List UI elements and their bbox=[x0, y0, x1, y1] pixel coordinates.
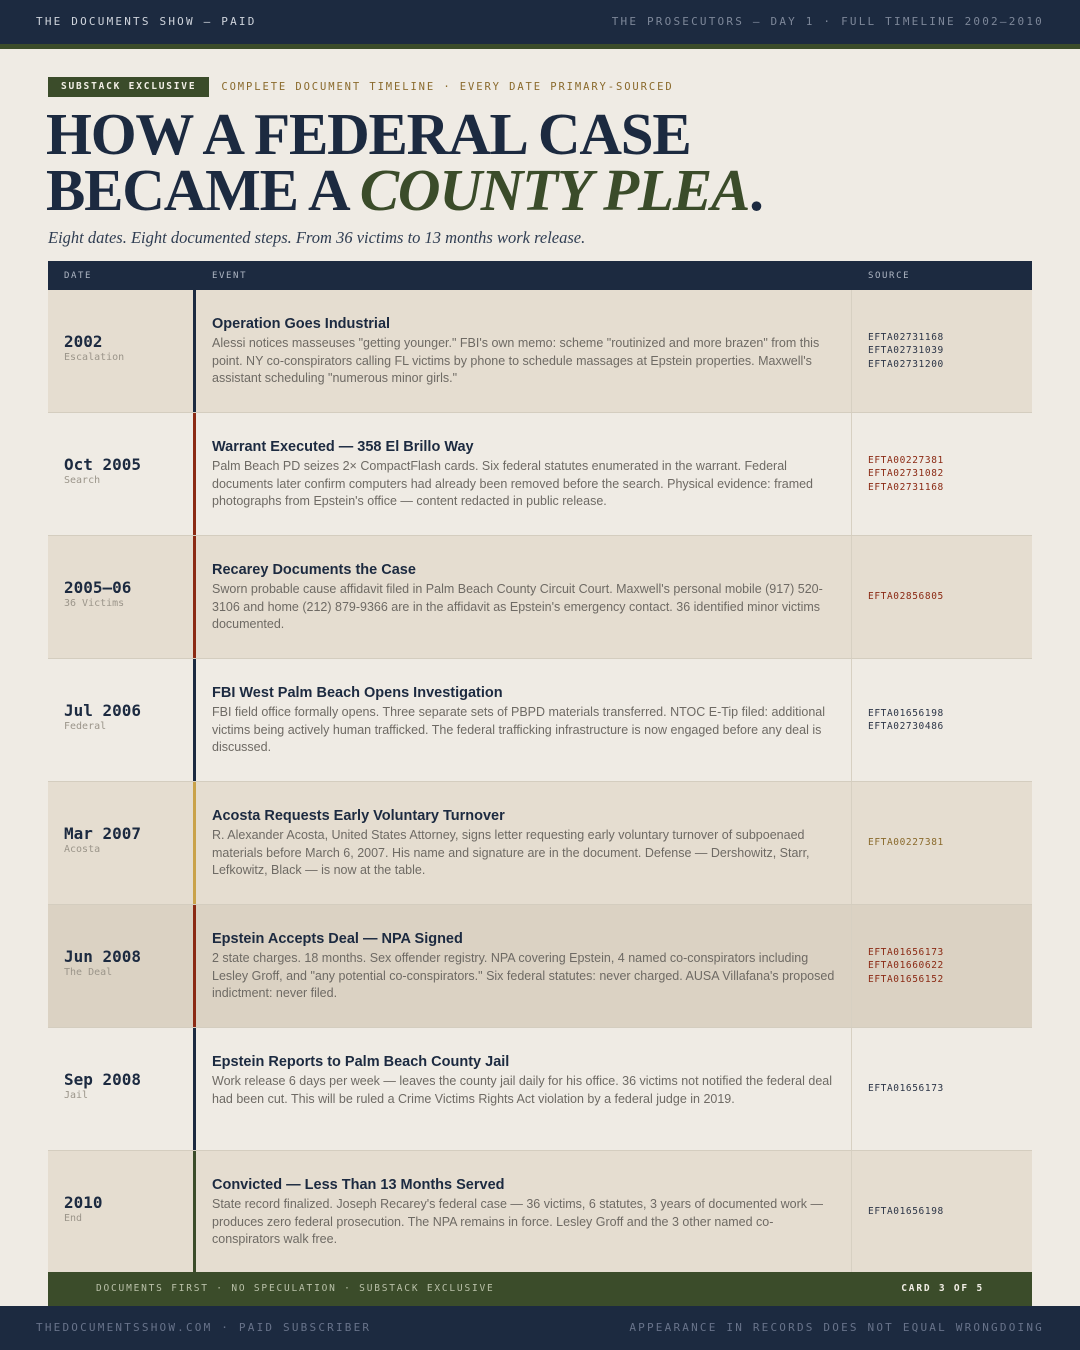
date-cell bbox=[64, 1028, 192, 1150]
date-value: Jul 2006 bbox=[64, 701, 142, 720]
source-cell bbox=[868, 413, 944, 535]
source-id: EFTA01656198 bbox=[868, 707, 944, 719]
column-divider bbox=[851, 536, 852, 658]
date-cell bbox=[64, 659, 192, 781]
accent-bar bbox=[193, 413, 196, 535]
column-header-source: SOURCE bbox=[868, 271, 911, 281]
date-cell bbox=[64, 290, 192, 412]
event-cell bbox=[212, 562, 836, 634]
source-cell bbox=[868, 1028, 944, 1150]
table-row bbox=[48, 1151, 1032, 1273]
subtitle: Eight dates. Eight documented steps. From 36 victims to 13 months work release. bbox=[48, 228, 586, 247]
source-id: EFTA01656173 bbox=[868, 1083, 944, 1095]
event-description: Alessi notices masseuses "getting younger." FBI's own memo: scheme "routinized and more brazen" from this point. NY co-conspirators calling FL victims by phone to schedule massages at Epstein properties. Maxwell's assistant scheduling "numerous minor girls." bbox=[212, 336, 820, 385]
source-id: EFTA02731039 bbox=[868, 345, 944, 357]
event-description: Sworn probable cause affidavit filed in Palm Beach County Circuit Court. Maxwell's personal mobile (917) 520-3106 and home (212) 879-9366 are in the affidavit as Epstein's emergency contact. 36 identified minor victims documented. bbox=[212, 582, 823, 631]
event-title: Acosta Requests Early Voluntary Turnover bbox=[212, 808, 505, 824]
date-value: Mar 2007 bbox=[64, 824, 142, 843]
date-value: Jun 2008 bbox=[64, 947, 142, 966]
source-id: EFTA01656198 bbox=[868, 1206, 944, 1218]
event-description: Palm Beach PD seizes 2× CompactFlash cards. Six federal statutes enumerated in the warrant. Federal documents later confirm computers had already been removed before the search. Physical evidence: framed photographs from Epstein's office — content redacted in public release. bbox=[212, 459, 814, 508]
accent-bar bbox=[193, 782, 196, 904]
date-value: Sep 2008 bbox=[64, 1070, 142, 1089]
source-cell bbox=[868, 905, 944, 1027]
table-row bbox=[48, 290, 1032, 413]
column-divider bbox=[851, 659, 852, 781]
column-divider bbox=[851, 1151, 852, 1273]
date-cell bbox=[64, 1151, 192, 1273]
accent-bar bbox=[193, 536, 196, 658]
table-footer bbox=[48, 1272, 1032, 1306]
show-name: THE DOCUMENTS SHOW — PAID bbox=[36, 15, 257, 28]
accent-bar bbox=[193, 905, 196, 1027]
date-phase: Acosta bbox=[64, 844, 101, 855]
column-divider bbox=[851, 1028, 852, 1150]
table-row bbox=[48, 1028, 1032, 1151]
headline-line-2-prefix: BECAME A bbox=[46, 157, 360, 223]
card-counter: CARD 3 OF 5 bbox=[901, 1283, 984, 1294]
table-row bbox=[48, 659, 1032, 782]
event-title: Epstein Reports to Palm Beach County Jail bbox=[212, 1054, 510, 1070]
episode-label: THE PROSECUTORS — DAY 1 · FULL TIMELINE 2002–2010 bbox=[611, 15, 1044, 28]
column-divider bbox=[851, 413, 852, 535]
table-row bbox=[48, 905, 1032, 1028]
date-phase: End bbox=[64, 1213, 83, 1224]
event-title: FBI West Palm Beach Opens Investigation bbox=[212, 685, 503, 701]
bottom-bar bbox=[0, 1306, 1080, 1350]
event-cell bbox=[212, 931, 836, 1003]
exclusive-badge: SUBSTACK EXCLUSIVE bbox=[48, 77, 209, 97]
event-description: Work release 6 days per week — leaves the county jail daily for his office. 36 victims not notified the federal deal had been cut. This will be ruled a Crime Victims Rights Act violation by a federal judge in 2019. bbox=[212, 1074, 832, 1106]
timeline-table bbox=[48, 261, 1032, 1273]
source-cell bbox=[868, 782, 944, 904]
event-title: Convicted — Less Than 13 Months Served bbox=[212, 1177, 505, 1193]
date-value: 2005–06 bbox=[64, 578, 132, 597]
event-title: Operation Goes Industrial bbox=[212, 316, 391, 332]
source-id: EFTA02731082 bbox=[868, 468, 944, 480]
table-body bbox=[48, 290, 1032, 1273]
source-id: EFTA02731168 bbox=[868, 331, 944, 343]
date-phase: 36 Victims bbox=[64, 598, 125, 609]
event-cell bbox=[212, 439, 836, 511]
source-id: EFTA02731168 bbox=[868, 481, 944, 493]
kicker-text: COMPLETE DOCUMENT TIMELINE · EVERY DATE PRIMARY-SOURCED bbox=[221, 81, 674, 93]
headline-line-2 bbox=[46, 157, 763, 223]
column-header-date: DATE bbox=[64, 271, 93, 281]
date-value: 2010 bbox=[64, 1193, 103, 1212]
source-id: EFTA02731200 bbox=[868, 358, 944, 370]
table-row bbox=[48, 536, 1032, 659]
date-cell bbox=[64, 782, 192, 904]
accent-bar bbox=[193, 659, 196, 781]
headline-period: . bbox=[749, 157, 763, 223]
table-header bbox=[48, 261, 1032, 290]
site-url: THEDOCUMENTSSHOW.COM · PAID SUBSCRIBER bbox=[36, 1321, 372, 1334]
event-cell bbox=[212, 685, 836, 757]
column-header-event: EVENT bbox=[212, 271, 248, 281]
date-value: Oct 2005 bbox=[64, 455, 142, 474]
source-id: EFTA01660622 bbox=[868, 960, 944, 972]
column-divider bbox=[851, 782, 852, 904]
source-id: EFTA02856805 bbox=[868, 591, 944, 603]
source-id: EFTA00227381 bbox=[868, 837, 944, 849]
event-cell bbox=[212, 1177, 836, 1249]
table-row bbox=[48, 782, 1032, 905]
source-id: EFTA00227381 bbox=[868, 454, 944, 466]
accent-bar bbox=[193, 1028, 196, 1150]
event-description: 2 state charges. 18 months. Sex offender registry. NPA covering Epstein, 4 named co-conspirators including Lesley Groff, and "any potential co-conspirators." Six federal statutes: never charged. AUSA Villafana's proposed indictment: never filed. bbox=[212, 951, 835, 1000]
headline-line-1: HOW A FEDERAL CASE bbox=[46, 101, 691, 167]
date-phase: Federal bbox=[64, 721, 107, 732]
accent-bar bbox=[193, 290, 196, 412]
source-id: EFTA01656173 bbox=[868, 946, 944, 958]
date-cell bbox=[64, 905, 192, 1027]
table-footer-tagline: DOCUMENTS FIRST · NO SPECULATION · SUBSTACK EXCLUSIVE bbox=[96, 1283, 495, 1294]
date-phase: Search bbox=[64, 475, 101, 486]
source-id: EFTA02730486 bbox=[868, 721, 944, 732]
event-title: Warrant Executed — 358 El Brillo Way bbox=[212, 439, 474, 455]
source-cell bbox=[868, 659, 944, 781]
table-row bbox=[48, 413, 1032, 536]
accent-bar bbox=[193, 1151, 196, 1273]
event-description: R. Alexander Acosta, United States Attorney, signs letter requesting early voluntary turnover of subpoenaed materials before March 6, 2007. His name and signature are in the document. Defense — Dershowitz, Starr, Lefkowitz, Black — is now at the table. bbox=[212, 828, 810, 877]
event-title: Epstein Accepts Deal — NPA Signed bbox=[212, 931, 463, 947]
event-cell bbox=[212, 316, 836, 388]
event-description: State record finalized. Joseph Recarey's federal case — 36 victims, 6 statutes, 3 years of documented work — produces zero federal prosecution. The NPA remains in force. Lesley Groff and the 3 other named co-conspirators walk free. bbox=[212, 1197, 824, 1246]
kicker bbox=[48, 77, 674, 97]
event-cell bbox=[212, 1054, 836, 1108]
date-cell bbox=[64, 413, 192, 535]
date-value: 2002 bbox=[64, 332, 103, 351]
source-cell bbox=[868, 1151, 944, 1273]
headline-accent: COUNTY PLEA bbox=[359, 157, 750, 223]
date-phase: Jail bbox=[64, 1090, 89, 1101]
top-bar bbox=[0, 0, 1080, 49]
event-cell bbox=[212, 808, 836, 880]
event-description: FBI field office formally opens. Three separate sets of PBPD materials transferred. NTOC E-Tip filed: additional victims being actively human trafficked. The federal trafficking infrastructure is now engaged before any deal is discussed. bbox=[212, 705, 826, 754]
source-cell bbox=[868, 290, 944, 412]
event-title: Recarey Documents the Case bbox=[212, 562, 416, 578]
date-phase: Escalation bbox=[64, 352, 125, 363]
column-divider bbox=[851, 905, 852, 1027]
date-cell bbox=[64, 536, 192, 658]
page-title bbox=[46, 101, 763, 223]
disclaimer: APPEARANCE IN RECORDS DOES NOT EQUAL WRONGDOING bbox=[629, 1321, 1044, 1334]
column-divider bbox=[851, 290, 852, 412]
date-phase: The Deal bbox=[64, 967, 113, 978]
source-id: EFTA01656152 bbox=[868, 973, 944, 985]
source-cell bbox=[868, 536, 944, 658]
